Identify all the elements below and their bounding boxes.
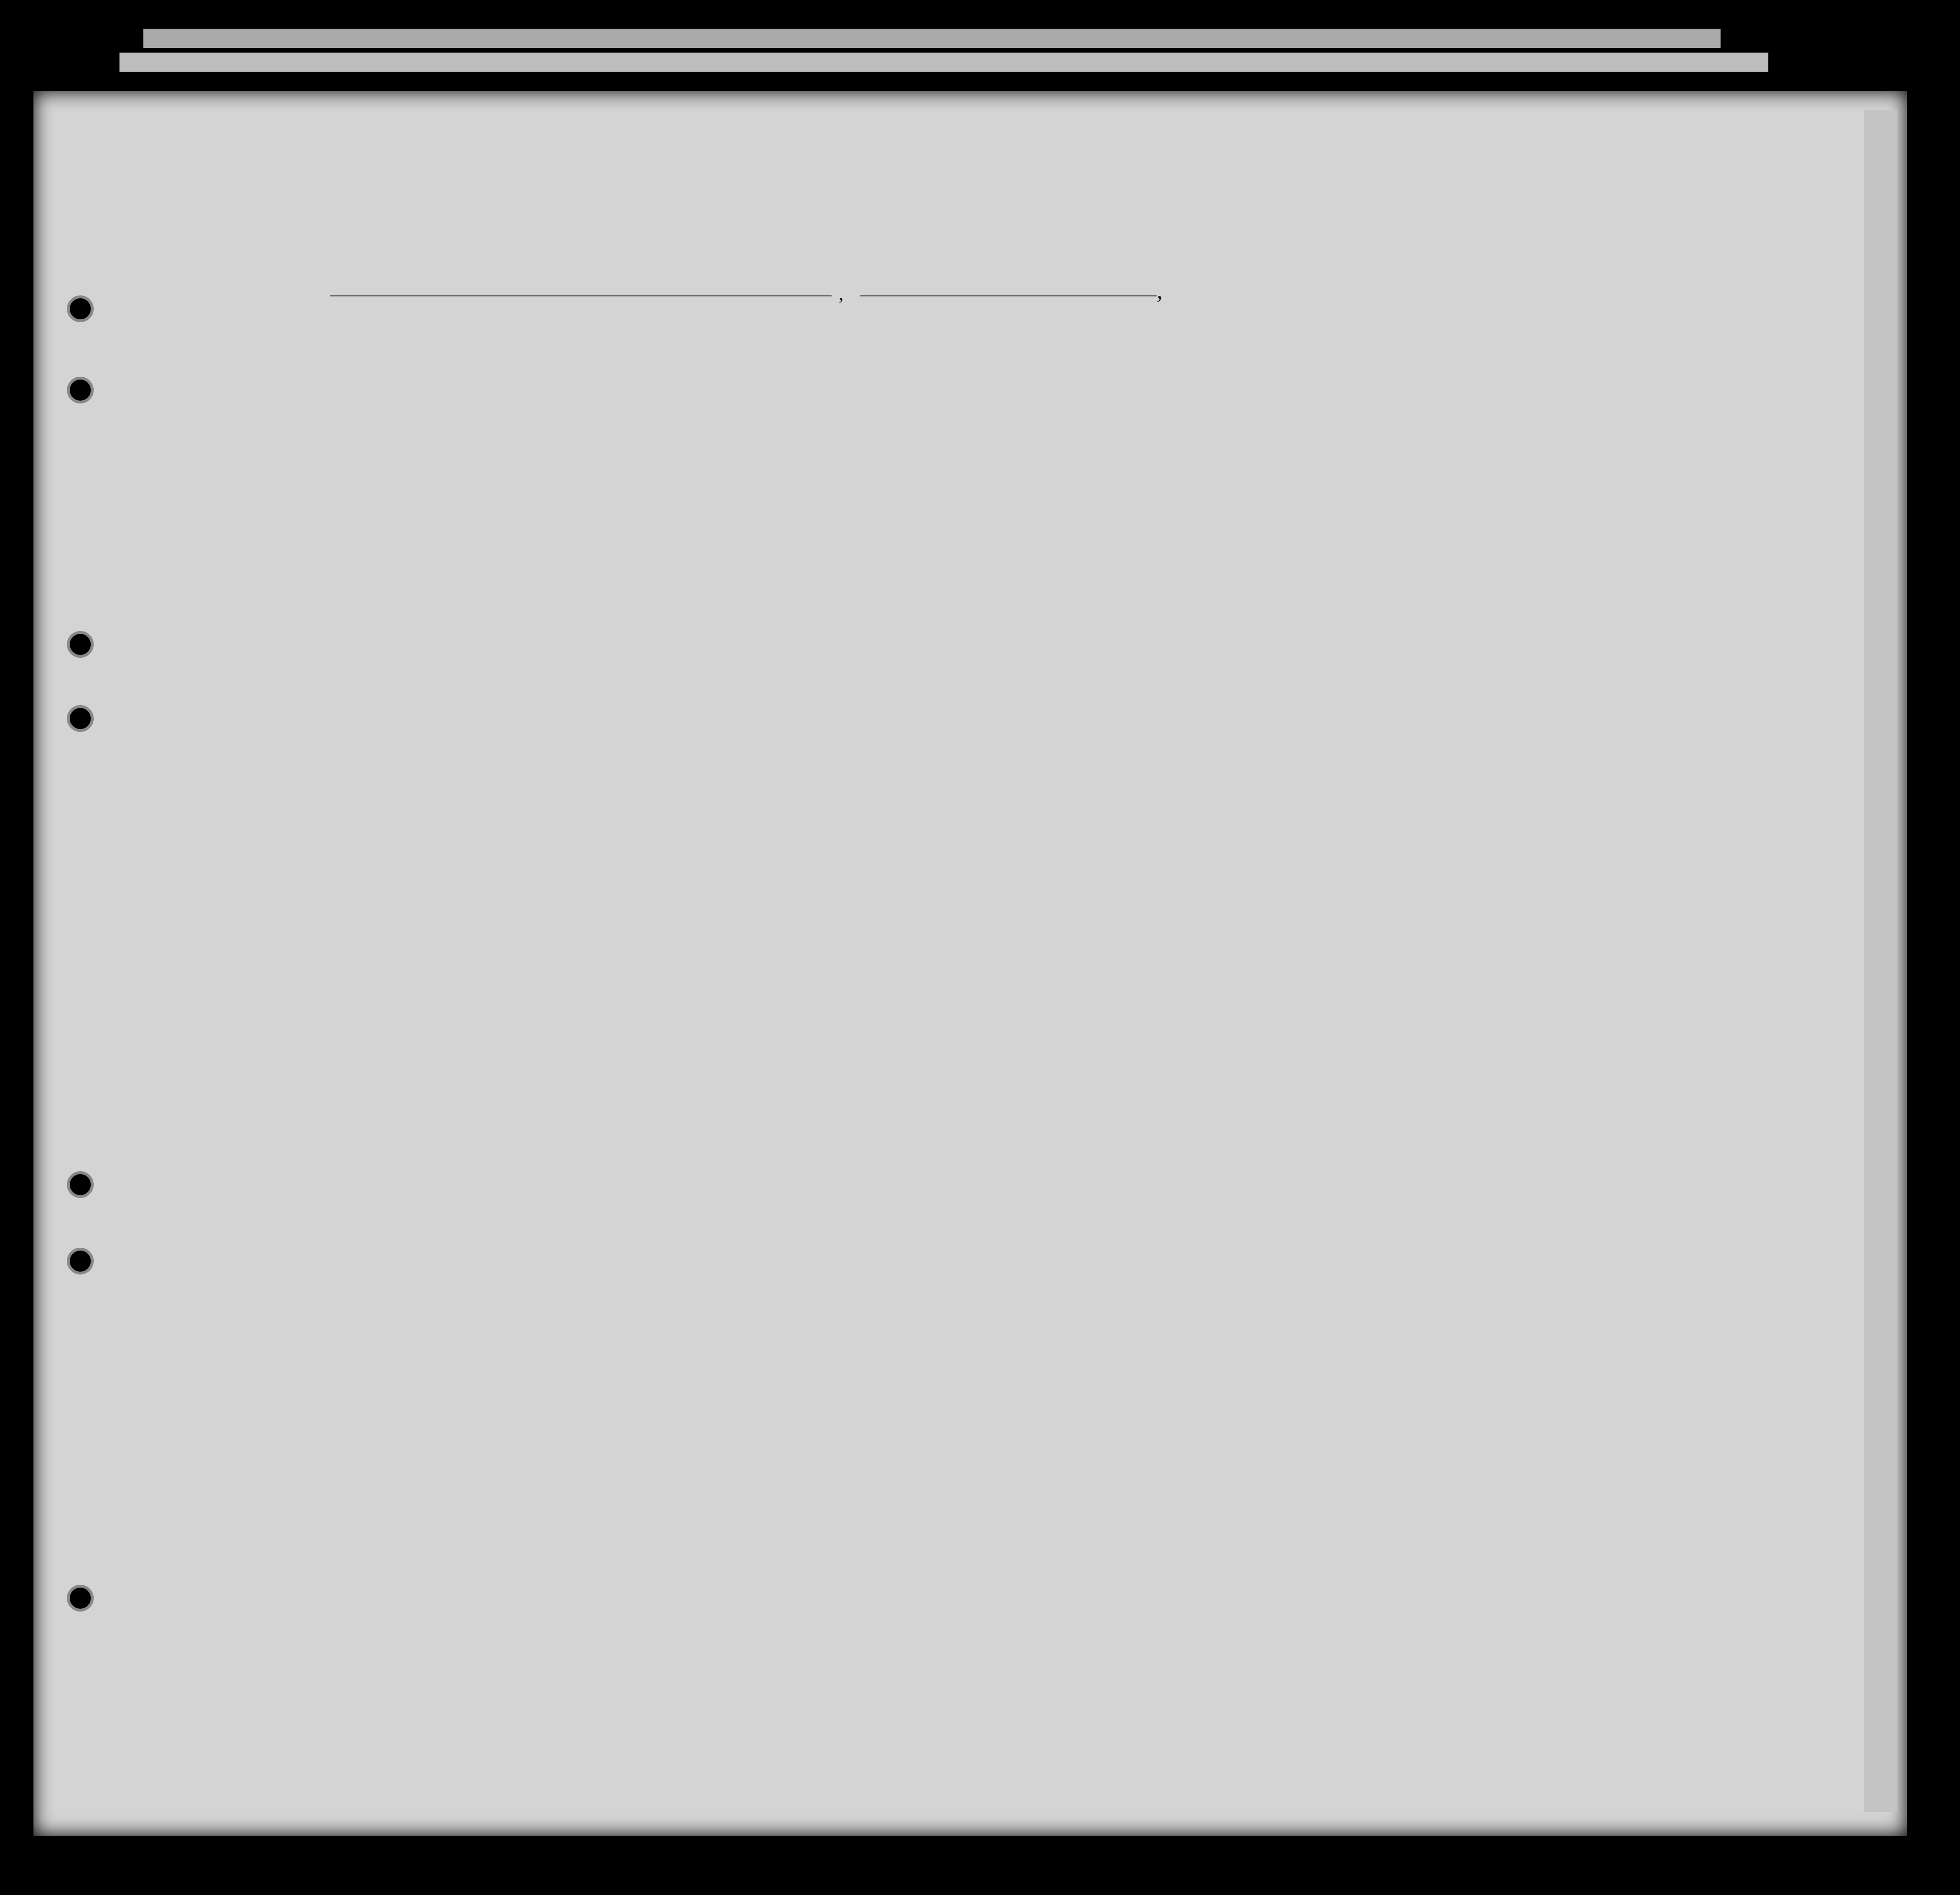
binder-hole	[67, 705, 94, 732]
binder-hole	[67, 377, 94, 403]
comma: ,	[839, 283, 844, 304]
year-prefix: ,	[1157, 277, 1163, 304]
binder-hole	[67, 295, 94, 322]
binder-hole	[67, 1248, 94, 1274]
binder-hole	[67, 1585, 94, 1612]
binder-hole	[67, 631, 94, 658]
binder-hole	[67, 1171, 94, 1198]
